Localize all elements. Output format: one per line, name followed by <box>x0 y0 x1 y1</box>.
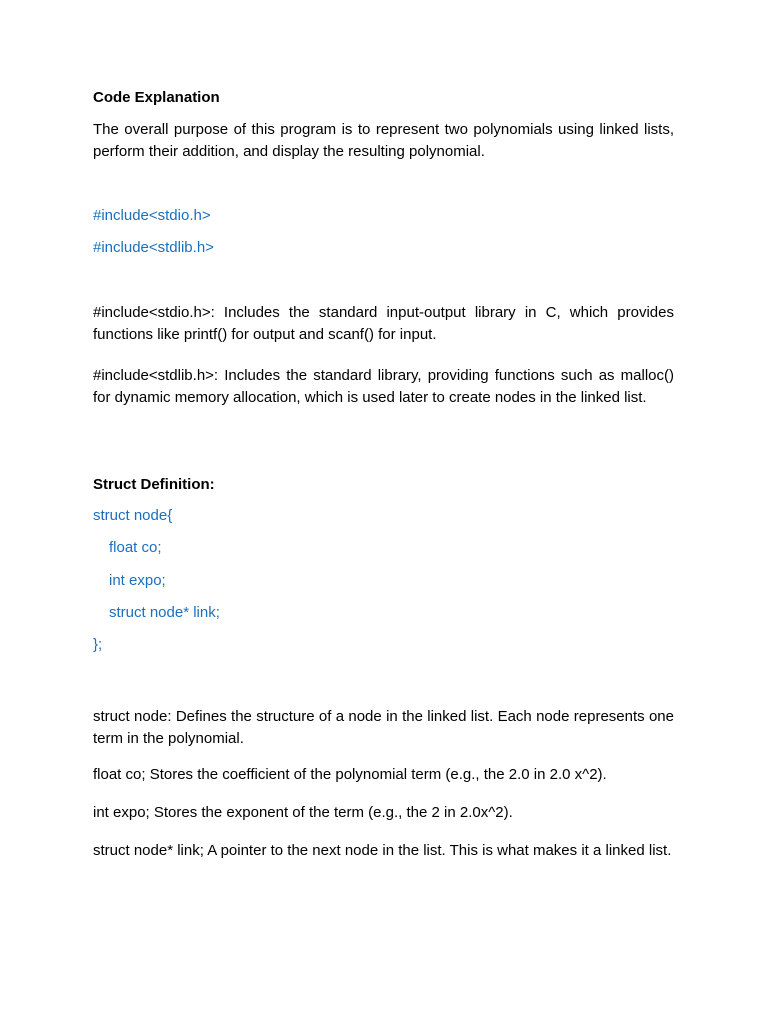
explanation-float-co: float co; Stores the coefficient of the polynomial term (e.g., the 2.0 in 2.0 x^2). <box>93 766 607 783</box>
explanation-struct-node: struct node: Defines the structure of a node in the linked list. Each node represents one term in the polynomial. <box>93 708 674 747</box>
explanation-stdlib: #include<stdlib.h>: Includes the standard library, providing functions such as malloc() for dynamic memory allocation, which is used later to create nodes in the linked list. <box>93 367 674 406</box>
explanation-struct-link: struct node* link; A pointer to the next node in the list. This is what makes it a linked list. <box>93 842 672 859</box>
explanation-stdio: #include<stdio.h>: Includes the standard input-output library in C, which provides functions like printf() for output and scanf() for input. <box>93 304 674 343</box>
code-line-include-stdio: #include<stdio.h> <box>93 207 211 224</box>
intro-paragraph: The overall purpose of this program is to represent two polynomials using linked lists, perform their addition, and display the resulting polynomial. <box>93 121 674 160</box>
code-line-int-expo: int expo; <box>109 572 166 589</box>
code-line-float-co: float co; <box>109 539 162 556</box>
explanation-int-expo: int expo; Stores the exponent of the term (e.g., the 2 in 2.0x^2). <box>93 804 513 821</box>
code-line-struct-close: }; <box>93 636 103 653</box>
code-line-include-stdlib: #include<stdlib.h> <box>93 239 214 256</box>
code-line-struct-link: struct node* link; <box>109 604 220 621</box>
code-line-struct-open: struct node{ <box>93 507 173 524</box>
section-title-code-explanation: Code Explanation <box>93 89 220 106</box>
section-title-struct-definition: Struct Definition: <box>93 476 215 493</box>
